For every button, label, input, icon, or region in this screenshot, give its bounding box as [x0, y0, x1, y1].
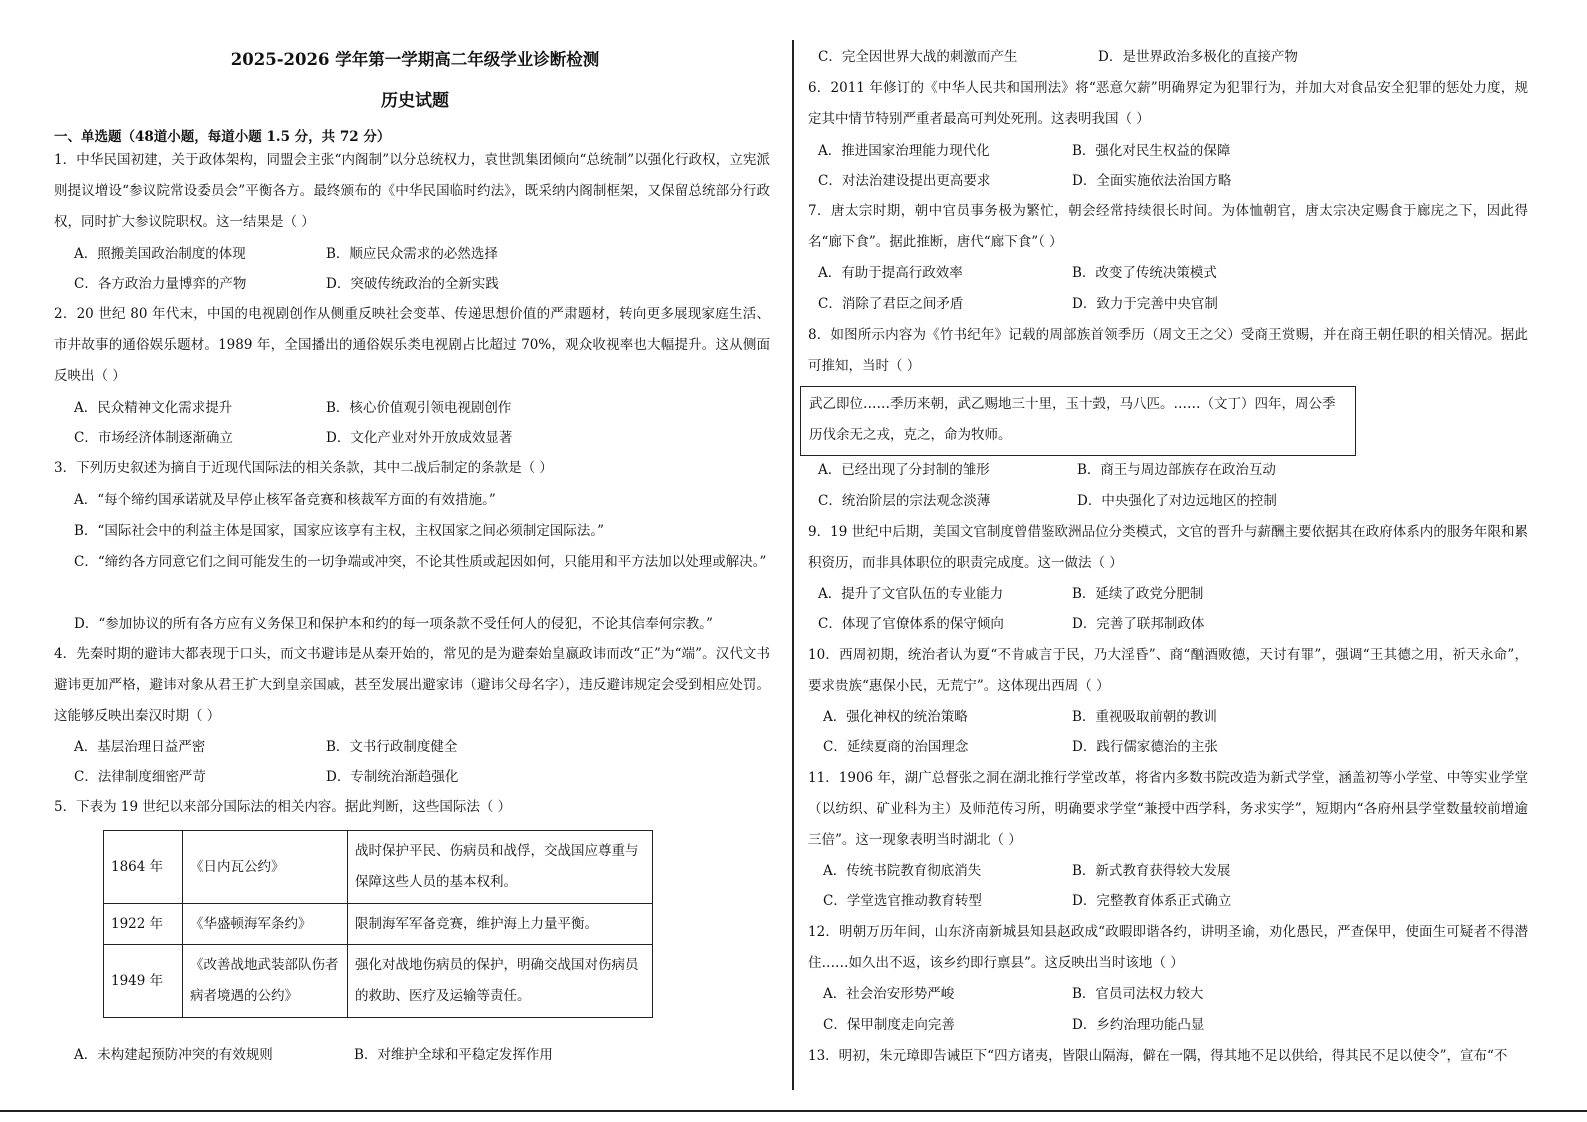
q1-option-c[interactable]: C．各方政治力量博弈的产物: [74, 276, 247, 292]
table-cell-name: 《改善战地武装部队伤者病者境遇的公约》: [183, 945, 348, 1018]
table-cell-year: 1922 年: [104, 904, 183, 945]
bottom-rule: [0, 1110, 1587, 1112]
question-4: 4．先秦时期的避讳大都表现于口头，而文书避讳是从秦开始的，常见的是为避秦始皇嬴政讳而改“正”为“端”。汉代文书避讳更加严格，避讳对象从君王扩大到皇亲国戚，甚至发展出避家讳（避讳父母名字），违反避讳规定会受到相应处罚。这能够反映出秦汉时期（ ）: [54, 646, 770, 724]
exam-subtitle: 历史试题: [381, 91, 449, 111]
q4-options-row1: [74, 732, 774, 762]
table-row: [104, 904, 653, 945]
q12-option-a[interactable]: A．社会治安形势严峻: [823, 986, 955, 1002]
q1-option-a[interactable]: A．照搬美国政治制度的体现: [74, 246, 246, 262]
q10-options-row1: [823, 702, 1523, 732]
question-8: 8．如图所示内容为《竹书纪年》记载的周部族首领季历（周文王之父）受商王赏赐，并在商王朝任职的相关情况。据此可推知，当时（ ）: [808, 327, 1528, 374]
question-2: 2．20 世纪 80 年代末，中国的电视剧创作从侧重反映社会变革、传递思想价值的严肃题材，转向更多展现家庭生活、市井故事的通俗娱乐题材。1989 年，全国播出的通俗娱乐类电视剧占比超过 70%，观众收视率也大幅提升。这从侧面反映出（ ）: [54, 306, 770, 384]
question-1: 1．中华民国初建，关于政体架构，同盟会主张“内阁制”以分总统权力，袁世凯集团倾向“总统制”以强化行政权，立宪派则提议增设“参议院常设委员会”平衡各方。最终颁布的《中华民国临时约法》，既采纳内阁制框架，又保留总统部分行政权，同时扩大参议院职权。这一结果是（ ）: [54, 152, 770, 230]
q12-options-row2: [823, 1010, 1523, 1040]
column-divider: [792, 40, 794, 1090]
q11-options-row1: [823, 856, 1523, 886]
q4-option-c[interactable]: C．法律制度细密严苛: [74, 769, 206, 785]
q9-option-a[interactable]: A．提升了文官队伍的专业能力: [818, 586, 1004, 602]
q2-option-b[interactable]: B．核心价值观引领电视剧创作: [326, 400, 512, 416]
q12-option-b[interactable]: B．官员司法权力较大: [1072, 986, 1204, 1002]
table-cell-year: 1949 年: [104, 945, 183, 1018]
q5-option-b[interactable]: B．对维护全球和平稳定发挥作用: [354, 1047, 553, 1063]
q9-options-row1: [818, 579, 1518, 609]
q8-option-c[interactable]: C．统治阶层的宗法观念淡薄: [818, 493, 991, 509]
q1-option-d[interactable]: D．突破传统政治的全新实践: [326, 276, 499, 292]
q10-options-row2: [823, 732, 1523, 762]
table-cell-name: 《日内瓦公约》: [183, 831, 348, 904]
q5-option-a[interactable]: A．未构建起预防冲突的有效规则: [74, 1047, 273, 1063]
question-6: 6．2011 年修订的《中华人民共和国刑法》将“恶意欠薪”明确界定为犯罪行为，并加大对食品安全犯罪的惩处力度，规定其中情节特别严重者最高可判处死刑。这表明我国（ ）: [808, 80, 1528, 127]
question-11: 11．1906 年，湖广总督张之洞在湖北推行学堂改革，将省内多数书院改造为新式学堂，涵盖初等小学堂、中等实业学堂（以纺织、矿业科为主）及师范传习所，明确要求学堂“兼授中西学科，务求实学”，短期内“各府州县学堂数量较前增逾三倍”。这一现象表明当时湖北（ ）: [808, 770, 1528, 848]
q9-option-c[interactable]: C．体现了官僚体系的保守倾向: [818, 616, 1004, 632]
table-cell-content: 战时保护平民、伤病员和战俘，交战国应尊重与保障这些人员的基本权利。: [348, 831, 653, 904]
q8-option-b[interactable]: B．商王与周边部族存在政治互动: [1077, 462, 1276, 478]
q6-options-row2: [818, 166, 1518, 196]
q12-option-d[interactable]: D．乡约治理功能凸显: [1072, 1017, 1205, 1033]
q10-option-b[interactable]: B．重视吸取前朝的教训: [1072, 709, 1217, 725]
q12-options-row1: [823, 979, 1523, 1009]
q1-options-row2: [74, 269, 774, 299]
q12-option-c[interactable]: C．保甲制度走向完善: [823, 1017, 955, 1033]
question-7: 7．唐太宗时期，朝中官员事务极为繁忙，朝会经常持续很长时间。为体恤朝官，唐太宗决定赐食于廊庑之下，因此得名“廊下食”。据此推断，唐代“廊下食”（ ）: [808, 203, 1528, 250]
question-13: 13．明初，朱元璋即告诫臣下“四方诸夷，皆限山隔海，僻在一隅，得其地不足以供给，得其民不足以使令”，宣布“不: [808, 1048, 1508, 1064]
q11-option-c[interactable]: C．学堂选官推动教育转型: [823, 893, 982, 909]
q3-option-c[interactable]: C．“缔约各方同意它们之间可能发生的一切争端或冲突，不论其性质或起因如何，只能用和平方法加以处理或解决。”: [74, 554, 767, 570]
q10-option-d[interactable]: D．践行儒家德治的主张: [1072, 739, 1218, 755]
q8-source-quote: 武乙即位……季历来朝，武乙赐地三十里，玉十瑴，马八匹。……（文丁）四年，周公季历伐余无之戎，克之，命为牧师。: [800, 386, 1356, 456]
q11-option-b[interactable]: B．新式教育获得较大发展: [1072, 863, 1231, 879]
question-5: 5．下表为 19 世纪以来部分国际法的相关内容。据此判断，这些国际法（ ）: [54, 799, 512, 815]
q8-options-row1: [818, 455, 1518, 485]
q7-option-d[interactable]: D．致力于完善中央官制: [1072, 296, 1218, 312]
table-cell-year: 1864 年: [104, 831, 183, 904]
q5-table: [103, 830, 653, 1018]
q2-option-d[interactable]: D．文化产业对外开放成效显著: [326, 430, 513, 446]
q4-option-a[interactable]: A．基层治理日益严密: [74, 739, 206, 755]
q1-option-b[interactable]: B．顺应民众需求的必然选择: [326, 246, 498, 262]
q3-option-d[interactable]: D．“参加协议的所有各方应有义务保卫和保护本和约的每一项条款不受任何人的侵犯，不论其信奉何宗教。”: [74, 616, 713, 632]
q7-options-row2: [818, 289, 1518, 319]
q7-options-row1: [818, 258, 1518, 288]
q10-option-a[interactable]: A．强化神权的统治策略: [823, 709, 968, 725]
q10-option-c[interactable]: C．延续夏商的治国理念: [823, 739, 969, 755]
q7-option-b[interactable]: B．改变了传统决策模式: [1072, 265, 1217, 281]
question-12: 12．明朝万历年间，山东济南新城县知县赵政成“政暇即谐各约，讲明圣谕，劝化愚民，严查保甲，使面生可疑者不得潜住……如久出不返，该乡约即行禀县”。这反映出当时该地（ ）: [808, 924, 1528, 971]
q2-options-row2: [74, 423, 774, 453]
question-3: 3．下列历史叙述为摘自于近现代国际法的相关条款，其中二战后制定的条款是（ ）: [54, 460, 553, 476]
q6-options-row1: [818, 136, 1518, 166]
table-row: [104, 945, 653, 1018]
exam-title: 2025-2026 学年第一学期高二年级学业诊断检测: [230, 50, 600, 69]
q6-option-c[interactable]: C．对法治建设提出更高要求: [818, 173, 991, 189]
q9-option-b[interactable]: B．延续了政党分肥制: [1072, 586, 1204, 602]
q1-options-row1: [74, 239, 774, 269]
q4-option-b[interactable]: B．文书行政制度健全: [326, 739, 458, 755]
question-10: 10．西周初期，统治者认为夏“不肯戚言于民，乃大淫昏”、商“酗酒败德，天讨有罪”，强调“王其德之用，祈天永命”，要求贵族“惠保小民，无荒宁”。这体现出西周（ ）: [808, 647, 1528, 694]
section-heading: 一、单选题（48道小题，每道小题 1.5 分，共 72 分）: [54, 129, 391, 145]
q5-option-c[interactable]: C．完全因世界大战的刺激而产生: [818, 49, 1018, 65]
q7-option-a[interactable]: A．有助于提高行政效率: [818, 265, 963, 281]
q5-options-row1: [74, 1040, 774, 1070]
q6-option-d[interactable]: D．全面实施依法治国方略: [1072, 173, 1232, 189]
table-cell-name: 《华盛顿海军条约》: [183, 904, 348, 945]
q3-option-a[interactable]: A．“每个缔约国承诺就及早停止核军备竞赛和核裁军方面的有效措施。”: [74, 492, 496, 508]
q6-option-b[interactable]: B．强化对民生权益的保障: [1072, 143, 1231, 159]
q9-options-row2: [818, 609, 1518, 639]
table-row: [104, 831, 653, 904]
q2-options-row1: [74, 393, 774, 423]
q8-options-row2: [818, 486, 1518, 516]
q5-options-row2: [818, 42, 1518, 72]
table-cell-content: 强化对战地伤病员的保护，明确交战国对伤病员的救助、医疗及运输等责任。: [348, 945, 653, 1018]
q7-option-c[interactable]: C．消除了君臣之间矛盾: [818, 296, 964, 312]
q9-option-d[interactable]: D．完善了联邦制政体: [1072, 616, 1205, 632]
q11-options-row2: [823, 886, 1523, 916]
q5-option-d[interactable]: D．是世界政治多极化的直接产物: [1098, 49, 1298, 65]
q2-option-a[interactable]: A．民众精神文化需求提升: [74, 400, 233, 416]
q6-option-a[interactable]: A．推进国家治理能力现代化: [818, 143, 990, 159]
q2-option-c[interactable]: C．市场经济体制逐渐确立: [74, 430, 233, 446]
q8-option-d[interactable]: D．中央强化了对边远地区的控制: [1077, 493, 1277, 509]
q4-option-d[interactable]: D．专制统治渐趋强化: [326, 769, 459, 785]
q11-option-a[interactable]: A．传统书院教育彻底消失: [823, 863, 982, 879]
table-cell-content: 限制海军军备竞赛，维护海上力量平衡。: [348, 904, 653, 945]
q4-options-row2: [74, 762, 774, 792]
q11-option-d[interactable]: D．完整教育体系正式确立: [1072, 893, 1232, 909]
question-9: 9．19 世纪中后期，美国文官制度曾借鉴欧洲品位分类模式，文官的晋升与薪酬主要依据其在政府体系内的服务年限和累积资历，而非具体职位的职责完成度。这一做法（ ）: [808, 524, 1528, 571]
q3-option-b[interactable]: B．“国际社会中的利益主体是国家，国家应该享有主权，主权国家之间必须制定国际法。”: [74, 523, 604, 539]
q8-option-a[interactable]: A．已经出现了分封制的雏形: [818, 462, 990, 478]
